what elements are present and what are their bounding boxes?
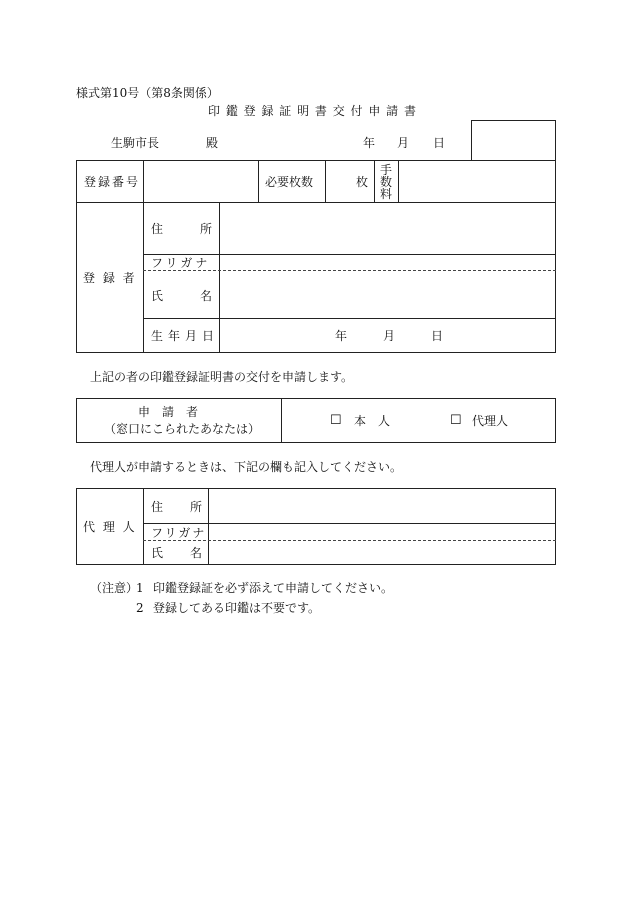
agent-name-label-2: 名 — [190, 546, 203, 560]
agent-option-label: 代理人 — [472, 414, 509, 428]
applicant-sublabel: （窓口にこられたあなたは） — [104, 422, 261, 436]
birth-month-label: 月 — [383, 329, 396, 343]
agent-checkbox[interactable]: ☐ — [450, 413, 462, 428]
agent-address-label-1: 住 — [151, 500, 164, 514]
note-2-number: 2 — [136, 601, 144, 615]
required-count-field[interactable] — [328, 163, 354, 200]
agent-furigana-field[interactable] — [211, 526, 553, 539]
form-number: 様式第10号（第8条関係） — [76, 86, 219, 100]
registrant-section-label: 登 録 者 — [83, 271, 137, 285]
reg-number-field[interactable] — [146, 163, 256, 200]
notes-prefix: （注意） — [90, 581, 139, 595]
addressee: 生駒市長 — [111, 136, 160, 150]
registrant-name-label-1: 氏 — [151, 289, 164, 303]
registrant-furigana-label: フリガナ — [151, 256, 211, 270]
date-year-label: 年 — [363, 136, 376, 150]
agent-address-label-2: 所 — [190, 500, 203, 514]
fee-label-2: 数 — [380, 175, 393, 189]
birth-year-label: 年 — [335, 329, 348, 343]
agent-name-label-1: 氏 — [151, 546, 164, 560]
self-option-label: 本 人 — [354, 414, 391, 428]
registrant-name-field[interactable] — [222, 273, 553, 316]
birth-day-label: 日 — [431, 329, 444, 343]
registrant-furigana-field[interactable] — [222, 256, 553, 269]
self-checkbox[interactable]: ☐ — [330, 413, 342, 428]
required-count-label: 必要枚数 — [265, 175, 314, 189]
registrant-address-field[interactable] — [222, 205, 553, 252]
date-month-label: 月 — [397, 136, 410, 150]
agent-note: 代理人が申請するときは、下記の欄も記入してください。 — [90, 460, 403, 474]
agent-section-label: 代 理 人 — [83, 520, 137, 534]
count-unit-label: 枚 — [356, 175, 369, 189]
honorific: 殿 — [206, 136, 219, 150]
agent-address-field[interactable] — [211, 491, 553, 521]
receipt-stamp-box — [471, 120, 556, 161]
agent-name-field[interactable] — [211, 543, 553, 563]
registrant-name-label-2: 名 — [200, 289, 213, 303]
date-day-label: 日 — [433, 136, 446, 150]
reg-number-label: 登録番号 — [84, 175, 141, 189]
form-title: 印 鑑 登 録 証 明 書 交 付 申 請 書 — [208, 104, 417, 118]
fee-label-1: 手 — [380, 163, 393, 177]
note-1-text: 印鑑登録証を必ず添えて申請してください。 — [153, 581, 394, 595]
registrant-address-label-1: 住 — [151, 222, 164, 236]
applicant-label: 申 請 者 — [138, 405, 199, 419]
application-statement: 上記の者の印鑑登録証明書の交付を申請します。 — [90, 370, 354, 384]
fee-field[interactable] — [401, 163, 553, 200]
fee-label-3: 料 — [380, 187, 393, 201]
registrant-address-label-2: 所 — [200, 222, 213, 236]
note-1-number: 1 — [136, 581, 144, 595]
note-2-text: 登録してある印鑑は不要です。 — [153, 601, 321, 615]
registrant-birth-label: 生年月日 — [151, 329, 220, 343]
agent-furigana-label: フリガナ — [151, 526, 207, 540]
